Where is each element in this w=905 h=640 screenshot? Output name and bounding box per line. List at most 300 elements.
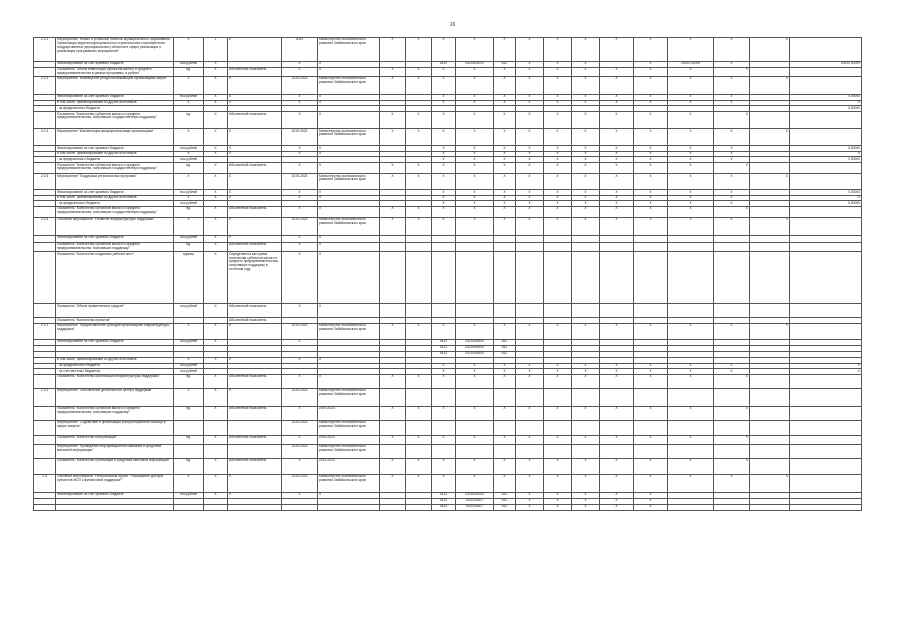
table-cell: X	[600, 76, 634, 94]
table-cell: X	[634, 474, 668, 492]
table-cell	[572, 304, 600, 318]
table-cell: X	[600, 406, 634, 420]
table-cell: Абсолютный показатель	[228, 112, 282, 129]
table-cell: X	[406, 435, 432, 444]
table-cell: X	[634, 163, 668, 174]
table-cell: X	[714, 369, 750, 375]
table-cell: 2019-2023	[318, 406, 380, 420]
table-cell: X	[494, 157, 516, 163]
table-cell: X	[668, 435, 714, 444]
table-cell	[572, 243, 600, 252]
table-cell: ед.	[174, 207, 204, 218]
program-table	[33, 37, 862, 511]
table-cell-empty	[790, 207, 862, 218]
table-cell: X	[750, 129, 790, 146]
table-cell: - за федерального бюджета	[56, 106, 174, 112]
table-cell: X	[456, 190, 494, 196]
table-cell: X	[634, 323, 668, 339]
table-cell	[750, 444, 790, 458]
table-cell-empty	[750, 207, 790, 218]
table-cell: X	[668, 163, 714, 174]
table-cell: X	[668, 146, 714, 152]
table-cell: X	[516, 207, 544, 218]
table-cell: X	[572, 190, 600, 196]
table-cell: 0,00000	[790, 190, 862, 196]
table-cell: Основное мероприятие "Развитие инфраструктуры поддержки"	[56, 218, 174, 236]
table-cell: ед.	[174, 458, 204, 474]
table-cell: X	[750, 174, 790, 190]
table-cell: тыс.рублей	[174, 201, 204, 207]
table-cell-empty	[790, 323, 862, 339]
table-cell	[432, 236, 456, 243]
table-cell-empty	[750, 458, 790, 474]
table-cell: ед.	[174, 67, 204, 76]
table-cell: X	[600, 151, 634, 157]
table-cell: X	[516, 458, 544, 474]
table-cell: X	[516, 129, 544, 146]
table-cell: X	[634, 498, 668, 504]
table-cell	[668, 236, 714, 243]
table-row	[34, 458, 862, 474]
table-row	[34, 435, 862, 444]
table-cell: 2.2.6	[34, 218, 56, 236]
table-cell	[34, 67, 56, 76]
table-cell: X	[456, 163, 494, 174]
table-cell: X	[572, 363, 600, 369]
table-cell: Мероприятие "Компенсация микрофинансовым организациям"	[56, 129, 174, 146]
table-cell: X	[456, 406, 494, 420]
table-cell: 0320205500	[456, 339, 494, 345]
table-cell	[600, 304, 634, 318]
table-cell	[34, 207, 56, 218]
table-cell: X	[456, 100, 494, 106]
table-cell: Основное мероприятие "Региональный проект "Расширение доступа субъектов МСП к финансовой поддержке""	[56, 474, 174, 492]
table-cell: X	[572, 157, 600, 163]
table-cell	[544, 304, 572, 318]
table-cell: X	[282, 357, 318, 363]
table-cell	[406, 236, 432, 243]
table-cell: X	[228, 129, 282, 146]
table-cell	[380, 420, 406, 435]
table-cell	[406, 252, 432, 304]
table-cell: X	[380, 112, 406, 129]
table-row	[34, 323, 862, 339]
table-cell	[790, 304, 862, 318]
table-cell: 20000,00000	[790, 62, 862, 68]
table-cell: X	[282, 100, 318, 106]
table-cell: X	[516, 76, 544, 94]
table-cell: X	[432, 435, 456, 444]
table-row	[34, 67, 862, 76]
table-cell: X	[600, 190, 634, 196]
table-cell	[516, 236, 544, 243]
table-cell: X	[204, 339, 228, 345]
table-cell: 2.3.2	[34, 388, 56, 406]
table-cell: - за счет местных бюджетов	[56, 369, 174, 375]
table-cell: X	[544, 435, 572, 444]
table-cell	[600, 444, 634, 458]
table-cell: Министерство экономического развития Забайкальского края	[318, 388, 380, 406]
table-cell: X	[572, 435, 600, 444]
table-cell: X	[572, 207, 600, 218]
table-cell: X	[282, 339, 318, 345]
table-cell: X	[634, 201, 668, 207]
table-cell: X	[544, 146, 572, 152]
table-cell: X	[750, 218, 790, 236]
table-cell: X	[282, 195, 318, 201]
table-cell	[790, 236, 862, 243]
table-cell: X	[204, 207, 228, 218]
table-cell-empty	[750, 406, 790, 420]
table-cell: Абсолютный показатель	[228, 406, 282, 420]
table-cell	[516, 420, 544, 435]
table-cell: X	[516, 112, 544, 129]
table-cell	[406, 388, 432, 406]
table-cell: X	[714, 129, 750, 146]
table-cell	[456, 444, 494, 458]
table-cell: X	[282, 207, 318, 218]
table-cell: X	[204, 94, 228, 100]
table-cell: X	[456, 112, 494, 129]
table-cell: X	[204, 357, 228, 363]
table-cell: тыс.рублей	[174, 236, 204, 243]
table-row	[34, 129, 862, 146]
table-cell: X	[456, 474, 494, 492]
table-cell	[544, 444, 572, 458]
table-cell: Абсолютный показатель	[228, 207, 282, 218]
table-cell: Мероприятие "Предоставление субсидий организациям инфраструктуры поддержки"	[56, 323, 174, 339]
table-cell: X	[204, 163, 228, 174]
table-cell: Показатель "Количество публикаций в средствах массовой информации"	[56, 458, 174, 474]
table-cell: тыс.рублей	[174, 62, 204, 68]
table-cell: X	[228, 94, 282, 100]
table-cell: X	[668, 174, 714, 190]
table-row	[34, 207, 862, 218]
table-cell: X	[544, 323, 572, 339]
table-row	[34, 388, 862, 406]
table-cell	[282, 504, 318, 510]
table-cell-empty	[790, 112, 862, 129]
table-cell: Мероприятие "Обеспечение деятельности центра поддержки"	[56, 388, 174, 406]
table-cell: Министерство экономического развития Забайкальского края	[318, 323, 380, 339]
table-cell: X	[668, 157, 714, 163]
table-cell	[34, 163, 56, 174]
table-cell: X	[634, 195, 668, 201]
table-cell	[544, 236, 572, 243]
table-cell	[406, 304, 432, 318]
table-cell	[790, 444, 862, 458]
table-cell: X	[544, 492, 572, 498]
table-cell: X	[494, 218, 516, 236]
table-cell: 0412	[432, 504, 456, 510]
table-cell: X	[406, 163, 432, 174]
table-cell: X	[282, 435, 318, 444]
table-cell: 0,00000	[790, 157, 862, 163]
table-cell-empty	[790, 474, 862, 492]
table-cell	[204, 420, 228, 435]
table-cell	[380, 388, 406, 406]
table-cell: X	[600, 201, 634, 207]
table-cell: X	[714, 363, 750, 369]
table-cell	[34, 435, 56, 444]
table-cell: Показатель "Количество созданных рабочих мест"	[56, 252, 174, 304]
table-cell	[380, 304, 406, 318]
table-cell	[406, 420, 432, 435]
table-cell: X	[318, 357, 380, 363]
table-cell: X	[406, 207, 432, 218]
table-cell: X	[406, 76, 432, 94]
table-cell: X	[282, 163, 318, 174]
table-cell: ед.	[174, 243, 204, 252]
table-cell: X	[174, 357, 204, 363]
table-cell: X	[456, 201, 494, 207]
table-cell: X	[318, 207, 380, 218]
table-cell	[456, 420, 494, 435]
table-cell	[34, 444, 56, 458]
table-cell: X	[456, 67, 494, 76]
table-cell: X	[432, 458, 456, 474]
table-cell: X	[516, 492, 544, 498]
table-cell	[380, 504, 406, 510]
table-cell: X	[432, 94, 456, 100]
table-cell	[516, 252, 544, 304]
table-cell: X	[750, 76, 790, 94]
table-cell: X	[572, 474, 600, 492]
table-cell	[668, 388, 714, 406]
table-cell-empty	[750, 112, 790, 129]
table-cell: Финансирование за счет краевого бюджета	[56, 62, 174, 68]
table-cell: Абсолютный показатель	[228, 163, 282, 174]
table-cell: X	[544, 174, 572, 190]
table-cell-empty	[790, 458, 862, 474]
table-cell: X	[544, 369, 572, 375]
table-cell	[174, 444, 204, 458]
table-cell: 612	[494, 492, 516, 498]
table-cell: X	[714, 163, 750, 174]
table-cell: X	[572, 174, 600, 190]
table-row	[34, 243, 862, 252]
table-cell: X	[318, 163, 380, 174]
table-cell: X	[432, 195, 456, 201]
table-cell: X	[634, 67, 668, 76]
table-cell	[34, 243, 56, 252]
table-cell: X	[494, 100, 516, 106]
table-cell: 2.2.2	[34, 38, 56, 62]
table-cell: X	[432, 190, 456, 196]
table-cell	[634, 252, 668, 304]
table-cell: X	[318, 112, 380, 129]
table-cell: - за федерального бюджета	[56, 201, 174, 207]
table-cell: X	[380, 129, 406, 146]
table-cell: X	[228, 236, 282, 243]
table-cell: X	[456, 458, 494, 474]
table-cell: X	[380, 76, 406, 94]
table-cell: тыс.рублей	[174, 146, 204, 152]
table-cell: Показатель "Объем инвестиций субъектов малого и среднего предпринимательства в рамках программы, в рублях"	[56, 67, 174, 76]
table-cell	[572, 444, 600, 458]
table-cell: X	[572, 67, 600, 76]
table-cell: X	[228, 357, 282, 363]
table-cell	[668, 444, 714, 458]
table-cell: X	[432, 163, 456, 174]
table-cell: X	[516, 504, 544, 510]
table-cell: X	[204, 374, 228, 388]
table-cell: X	[714, 474, 750, 492]
table-cell: X	[494, 369, 516, 375]
table-cell: X	[516, 157, 544, 163]
table-cell: X	[600, 504, 634, 510]
table-cell: 20000,00000	[668, 62, 714, 68]
table-cell: X	[204, 458, 228, 474]
table-cell: X	[668, 112, 714, 129]
table-cell	[380, 236, 406, 243]
table-cell: X	[318, 190, 380, 196]
table-cell: X	[668, 207, 714, 218]
table-cell: 0320204010	[456, 62, 494, 68]
table-cell: X	[204, 62, 228, 68]
table-cell: X	[432, 218, 456, 236]
table-cell: X	[714, 323, 750, 339]
table-cell	[600, 420, 634, 435]
table-cell	[494, 304, 516, 318]
table-cell: Определяется как сумма количества субъектов малого и среднего предпринимательства, получивших поддержку в отчетном году	[228, 252, 282, 304]
table-cell: Финансирование за счет краевого бюджета	[56, 146, 174, 152]
table-cell: X	[432, 406, 456, 420]
table-cell: X	[494, 38, 516, 62]
table-cell: X	[432, 207, 456, 218]
table-cell: X	[714, 76, 750, 94]
table-cell: X	[456, 435, 494, 444]
table-cell	[572, 388, 600, 406]
table-cell: X	[544, 474, 572, 492]
table-cell: X	[318, 243, 380, 252]
table-cell: X	[544, 195, 572, 201]
table-cell	[750, 243, 790, 252]
table-cell: X	[600, 458, 634, 474]
table-cell: X	[572, 369, 600, 375]
table-cell: X	[544, 458, 572, 474]
table-cell	[406, 504, 432, 510]
table-cell-empty	[750, 163, 790, 174]
table-cell: 2019-2023	[318, 435, 380, 444]
table-cell	[34, 252, 56, 304]
table-cell	[750, 388, 790, 406]
table-cell: X	[668, 190, 714, 196]
table-cell: X	[714, 174, 750, 190]
table-cell: X	[544, 100, 572, 106]
table-cell: X	[318, 304, 380, 318]
table-cell	[406, 444, 432, 458]
table-cell	[600, 236, 634, 243]
table-cell: X	[204, 151, 228, 157]
table-cell: X	[714, 146, 750, 152]
table-cell	[572, 252, 600, 304]
table-cell: X	[282, 492, 318, 498]
table-cell: 2023	[282, 38, 318, 62]
table-cell: тыс.рублей	[174, 363, 204, 369]
table-cell	[516, 388, 544, 406]
table-cell: X	[516, 190, 544, 196]
table-cell	[750, 252, 790, 304]
table-cell: X	[714, 190, 750, 196]
table-cell: X	[432, 146, 456, 152]
table-cell	[380, 444, 406, 458]
table-cell	[494, 236, 516, 243]
table-cell: X	[432, 129, 456, 146]
table-cell	[56, 504, 174, 510]
table-cell	[228, 504, 282, 510]
table-cell: X	[228, 388, 282, 406]
table-cell: X	[600, 112, 634, 129]
table-cell: X	[204, 406, 228, 420]
program-table-sheet	[33, 37, 860, 620]
table-cell: X	[380, 67, 406, 76]
table-cell: X	[494, 207, 516, 218]
table-cell: X	[634, 504, 668, 510]
table-cell: X	[668, 195, 714, 201]
table-cell: X	[634, 369, 668, 375]
table-cell	[790, 243, 862, 252]
table-cell	[668, 504, 714, 510]
table-cell: X	[668, 129, 714, 146]
table-cell	[714, 252, 750, 304]
table-cell: X	[380, 207, 406, 218]
table-cell	[790, 388, 862, 406]
table-cell: X	[714, 195, 750, 201]
table-cell: Показатель "Количество субъектов малого и среднего предпринимательства, получивших государственную поддержку"	[56, 112, 174, 129]
page-number: 16	[449, 22, 456, 28]
table-cell: X	[406, 218, 432, 236]
table-cell: ед.	[174, 374, 204, 388]
table-cell: X	[174, 129, 204, 146]
table-cell: X	[714, 374, 750, 388]
table-cell: X	[318, 151, 380, 157]
table-cell: X	[228, 190, 282, 196]
table-cell: X	[600, 435, 634, 444]
table-cell: X	[380, 323, 406, 339]
table-cell-empty	[790, 38, 862, 62]
table-cell: X	[600, 218, 634, 236]
table-cell: X	[544, 94, 572, 100]
table-cell: X	[516, 174, 544, 190]
table-cell: Абсолютный показатель	[228, 304, 282, 318]
table-cell: X	[174, 38, 204, 62]
table-cell: X	[174, 388, 204, 406]
table-cell: X	[572, 151, 600, 157]
table-cell	[494, 444, 516, 458]
table-cell: X	[494, 374, 516, 388]
table-cell	[600, 388, 634, 406]
table-cell: X	[600, 100, 634, 106]
table-cell	[174, 420, 204, 435]
table-cell: X	[600, 323, 634, 339]
table-cell: X	[668, 458, 714, 474]
table-cell: X	[600, 492, 634, 498]
table-row	[34, 174, 862, 190]
table-cell	[668, 304, 714, 318]
table-cell: X	[204, 304, 228, 318]
table-cell: Финансирование за счет краевого бюджета	[56, 94, 174, 100]
table-cell	[228, 420, 282, 435]
table-cell: X	[174, 151, 204, 157]
table-cell: Показатель "Количество субъектов малого и среднего предпринимательства, получивших государственную поддержку"	[56, 163, 174, 174]
table-cell: X	[174, 195, 204, 201]
table-cell: X	[544, 151, 572, 157]
table-cell: X	[668, 406, 714, 420]
table-cell: X	[600, 363, 634, 369]
table-cell: X	[456, 129, 494, 146]
table-cell: Мероприятие "Новые и успешные бизнесы муниципального образования. Организация ведения муниципального строительства и приобретения государственных (муниципальных) объектов в сфере реализации о реализации программных мероприятий"	[56, 38, 174, 62]
